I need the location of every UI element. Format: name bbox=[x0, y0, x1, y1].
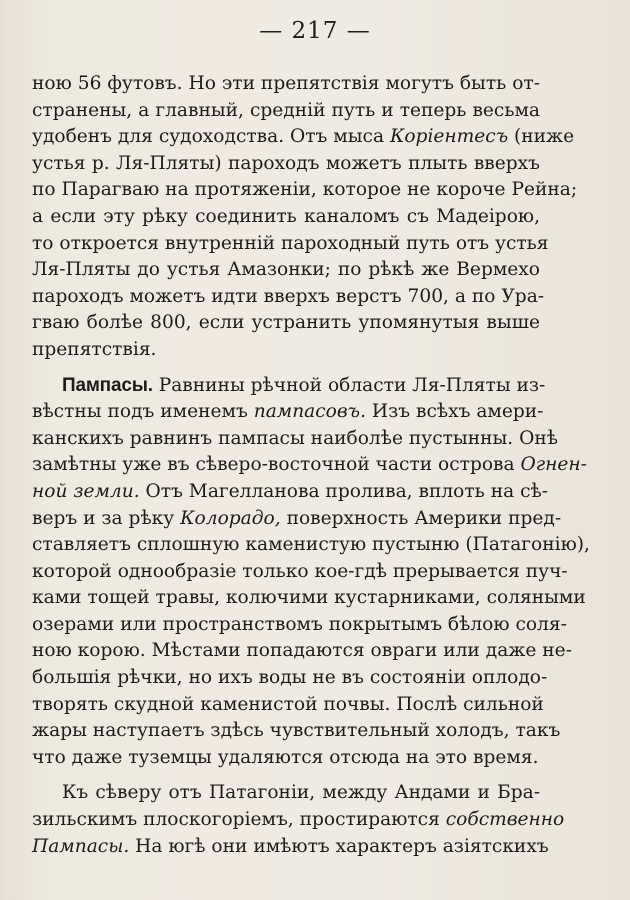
italic-term: ной земли. bbox=[32, 480, 140, 502]
paragraph-gap bbox=[32, 364, 540, 373]
text-line bbox=[32, 204, 540, 231]
text-line bbox=[32, 399, 544, 426]
text-run: вѣстны подъ именемъ bbox=[32, 401, 254, 423]
text-line bbox=[32, 745, 540, 772]
text-line bbox=[32, 692, 544, 719]
text-line bbox=[32, 479, 548, 506]
text-run: На югѣ они имѣютъ характеръ азіятскихъ bbox=[129, 835, 549, 857]
text-line bbox=[32, 177, 578, 204]
text-line bbox=[32, 426, 558, 453]
text-run: ками тощей травы, колючими кустарниками, соляными bbox=[32, 587, 586, 609]
text-run: ставляетъ сплошную каменистую пустыню (Патагонію), bbox=[32, 534, 590, 556]
text-run: гваю болѣе 800, если устранить упомянутыя выше bbox=[32, 312, 540, 334]
text-run: творять скудной каменистой почвы. Послѣ сильной bbox=[32, 693, 544, 715]
text-line bbox=[32, 284, 545, 311]
text-run: ною 56 футовъ. Но эти препятствія могутъ быть от- bbox=[32, 73, 540, 94]
text-line bbox=[32, 71, 540, 98]
paragraph-gap bbox=[32, 771, 540, 780]
text-line bbox=[32, 834, 549, 861]
italic-term: собственно bbox=[445, 809, 565, 831]
text-run: удобенъ для судоходства. Отъ мыса bbox=[32, 126, 390, 148]
text-run: канскихъ равнинъ пампасы наиболѣе пустынны. Онѣ bbox=[32, 427, 558, 449]
text-run: Ля-Пляты до устья Амазонки; по рѣкѣ же Вермехо bbox=[32, 259, 540, 281]
text-run: Къ сѣверу отъ Патагоніи, между Андами и Бра- bbox=[62, 782, 540, 804]
text-run: большія рѣчки, но ихъ воды не въ состояніи оплодо- bbox=[32, 667, 548, 689]
text-line bbox=[32, 151, 540, 178]
text-line bbox=[32, 98, 540, 125]
text-run: озерами или пространствомъ покрытымъ бѣлою соля- bbox=[32, 613, 567, 635]
text-line bbox=[32, 337, 540, 364]
text-line bbox=[32, 532, 590, 559]
italic-term: Огнен- bbox=[520, 454, 587, 476]
italic-term: Колорадо, bbox=[180, 507, 281, 529]
text-line bbox=[32, 231, 549, 258]
text-line bbox=[32, 310, 540, 337]
text-line bbox=[32, 559, 568, 586]
text-line bbox=[32, 257, 540, 284]
text-run: Равнины рѣчной области Ля-Пляты из- bbox=[152, 374, 546, 396]
italic-term: Коріентесъ bbox=[389, 126, 509, 148]
body-text bbox=[32, 71, 590, 860]
text-run: замѣтны уже въ сѣверо-восточной части острова bbox=[32, 454, 521, 476]
text-line bbox=[32, 780, 540, 807]
text-line bbox=[32, 612, 567, 639]
text-run: которой однообразіе только кое-гдѣ прерывается пуч- bbox=[32, 560, 568, 582]
italic-term: Пампасы. bbox=[32, 835, 130, 857]
text-run: устья р. Ля-Пляты) пароходъ можетъ плыть вверхъ bbox=[32, 152, 540, 174]
text-run: зильскимъ плоскогоріемъ, простираются bbox=[32, 809, 446, 831]
text-run: Отъ Магелланова пролива, вплоть на сѣ- bbox=[139, 480, 548, 502]
italic-term: пампасовъ. bbox=[253, 401, 366, 423]
text-line bbox=[32, 124, 575, 151]
text-line bbox=[32, 665, 548, 692]
text-run: веръ и за рѣку bbox=[32, 507, 181, 529]
text-line bbox=[32, 373, 546, 400]
text-line bbox=[32, 638, 572, 665]
text-run: по Парагваю на протяженіи, которое не короче Рейна; bbox=[32, 179, 578, 201]
page-number: — 217 — bbox=[259, 18, 371, 44]
text-run: странены, а главный, средній путь и теперь весьма bbox=[32, 99, 540, 121]
text-run: (ниже bbox=[508, 126, 575, 148]
text-line bbox=[32, 585, 586, 612]
section-heading: Пампасы. bbox=[62, 374, 153, 396]
text-run: что даже туземцы удаляются отсюда на это время. bbox=[32, 746, 539, 768]
text-run: препятствія. bbox=[32, 338, 157, 360]
text-line bbox=[32, 807, 565, 834]
text-run: ною корою. Мѣстами попадаются овраги или даже не- bbox=[32, 640, 572, 662]
text-run: жары наступаетъ здѣсь чувствительный холодъ, такъ bbox=[32, 720, 561, 742]
text-line bbox=[32, 506, 562, 533]
text-run: а если эту рѣку соединить каналомъ съ Мадеірою, bbox=[32, 205, 540, 227]
text-run: поверхность Америки пред- bbox=[280, 507, 562, 529]
text-run: Изъ всѣхъ амери- bbox=[366, 401, 544, 423]
text-line bbox=[32, 452, 587, 479]
text-line bbox=[32, 718, 561, 745]
text-run: то откроется внутренній пароходный путь отъ устья bbox=[32, 232, 549, 254]
text-run: пароходъ можетъ идти вверхъ верстъ 700, а по Ура- bbox=[32, 285, 545, 307]
